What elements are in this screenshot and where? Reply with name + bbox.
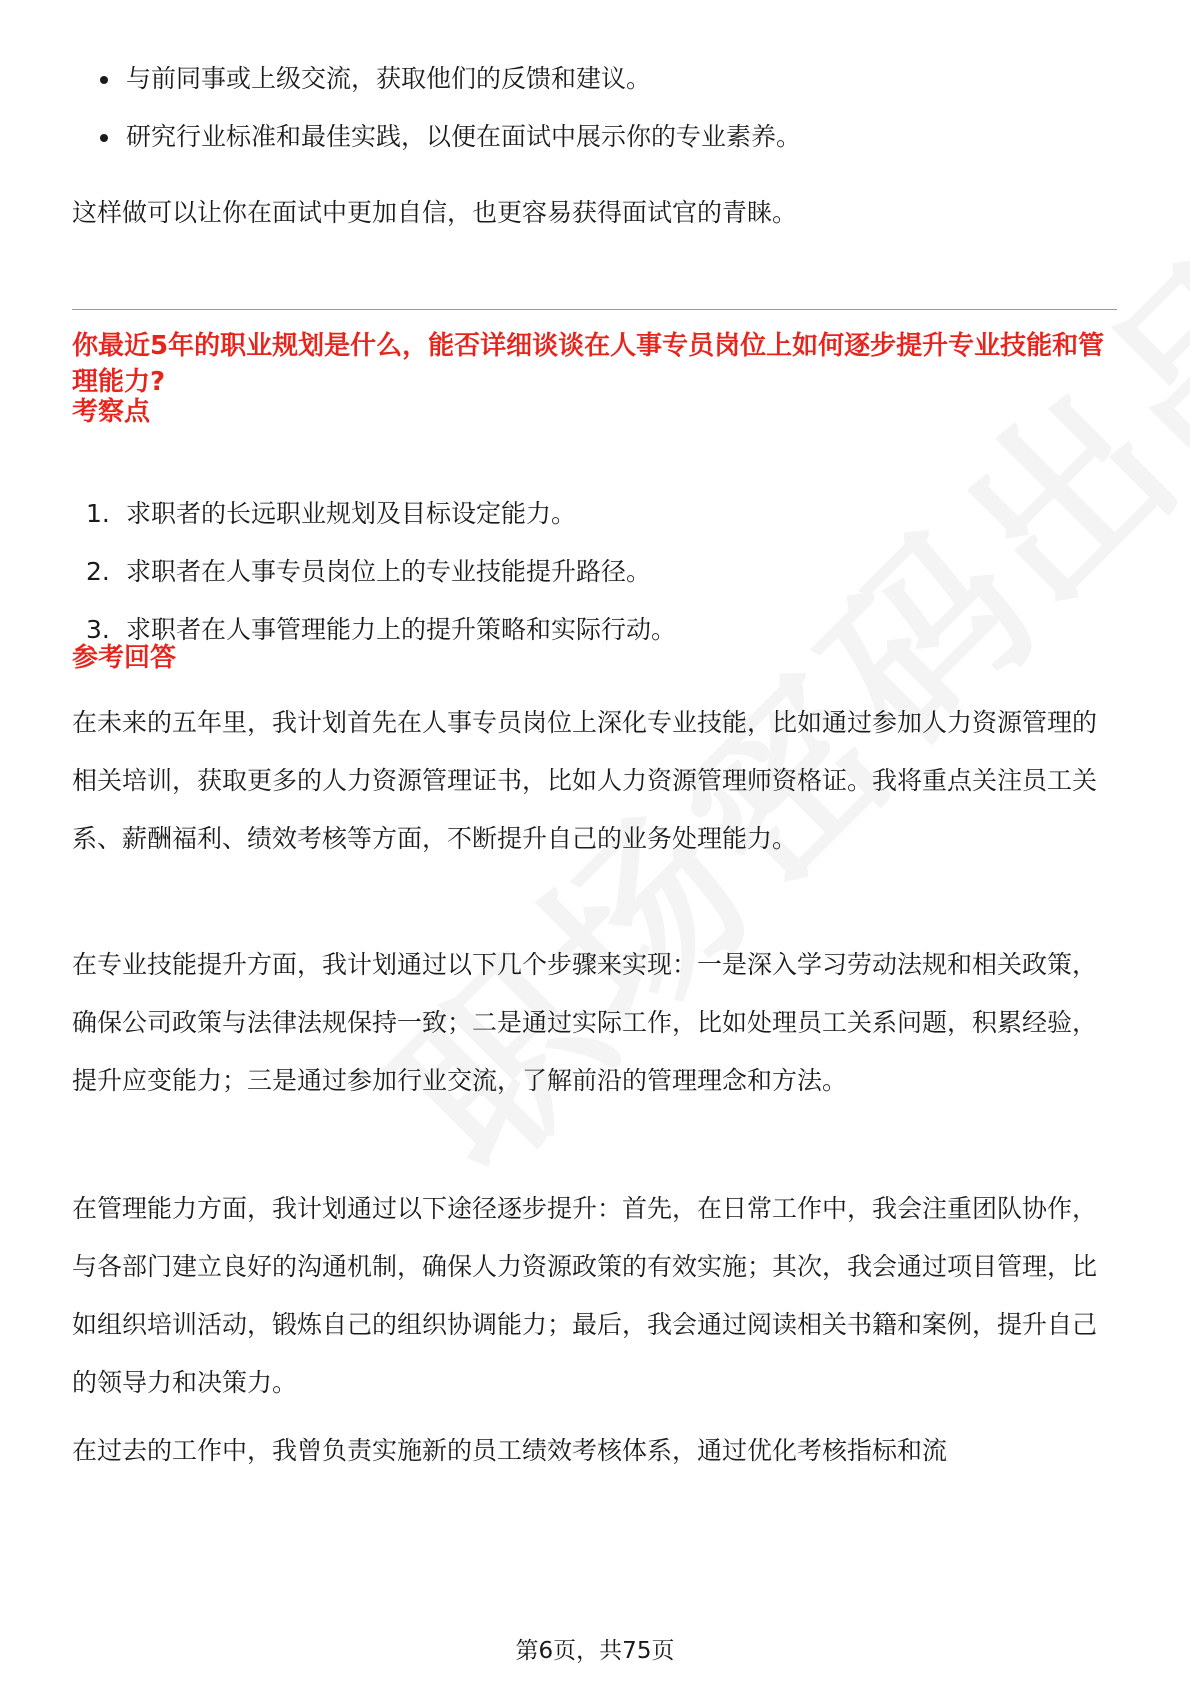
summary-paragraph: 这样做可以让你在面试中更加自信，也更容易获得面试官的青睐。 [72,198,798,227]
list-item: 1. 求职者的长远职业规划及目标设定能力。 [86,499,577,528]
answer-heading: 参考回答 [72,643,177,673]
bullet-dot-icon [100,76,108,84]
answer-paragraph: 在专业技能提升方面，我计划通过以下几个步骤来实现：一是深入学习劳动法规和相关政策，确保公司政策与法律法规保持一致；二是通过实际工作，比如处理员工关系问题，积累经验，提升应变能力；三是通过参加行业交流，了解前沿的管理理念和方法。 [72,950,1098,1095]
question-heading: 你最近5年的职业规划是什么，能否详细谈谈在人事专员岗位上如何逐步提升专业技能和管理能力? [72,331,1105,397]
bullet-dot-icon [100,134,108,142]
list-item: 与前同事或上级交流，获取他们的反馈和建议。 [72,62,801,96]
answer-paragraph: 在过去的工作中，我曾负责实施新的员工绩效考核体系，通过优化考核指标和流 [72,1436,948,1465]
list-item: 研究行业标准和最佳实践，以便在面试中展示你的专业素养。 [72,120,801,154]
list-item: 2. 求职者在人事专员岗位上的专业技能提升路径。 [86,557,652,586]
bullet-list [72,62,801,178]
section-divider [72,309,1117,310]
focus-heading: 考察点 [72,397,151,427]
answer-paragraph: 在未来的五年里，我计划首先在人事专员岗位上深化专业技能，比如通过参加人力资源管理的相关培训，获取更多的人力资源管理证书，比如人力资源管理师资格证。我将重点关注员工关系、薪酬福利、绩效考核等方面，不断提升自己的业务处理能力。 [72,708,1098,853]
page-number: 第6页，共75页 [515,1638,675,1664]
list-item: 3. 求职者在人事管理能力上的提升策略和实际行动。 [86,615,677,644]
answer-paragraph: 在管理能力方面，我计划通过以下途径逐步提升：首先，在日常工作中，我会注重团队协作，与各部门建立良好的沟通机制，确保人力资源政策的有效实施；其次，我会通过项目管理，比如组织培训活动，锻炼自己的组织协调能力；最后，我会通过阅读相关书籍和案例，提升自己的领导力和决策力。 [72,1194,1098,1397]
